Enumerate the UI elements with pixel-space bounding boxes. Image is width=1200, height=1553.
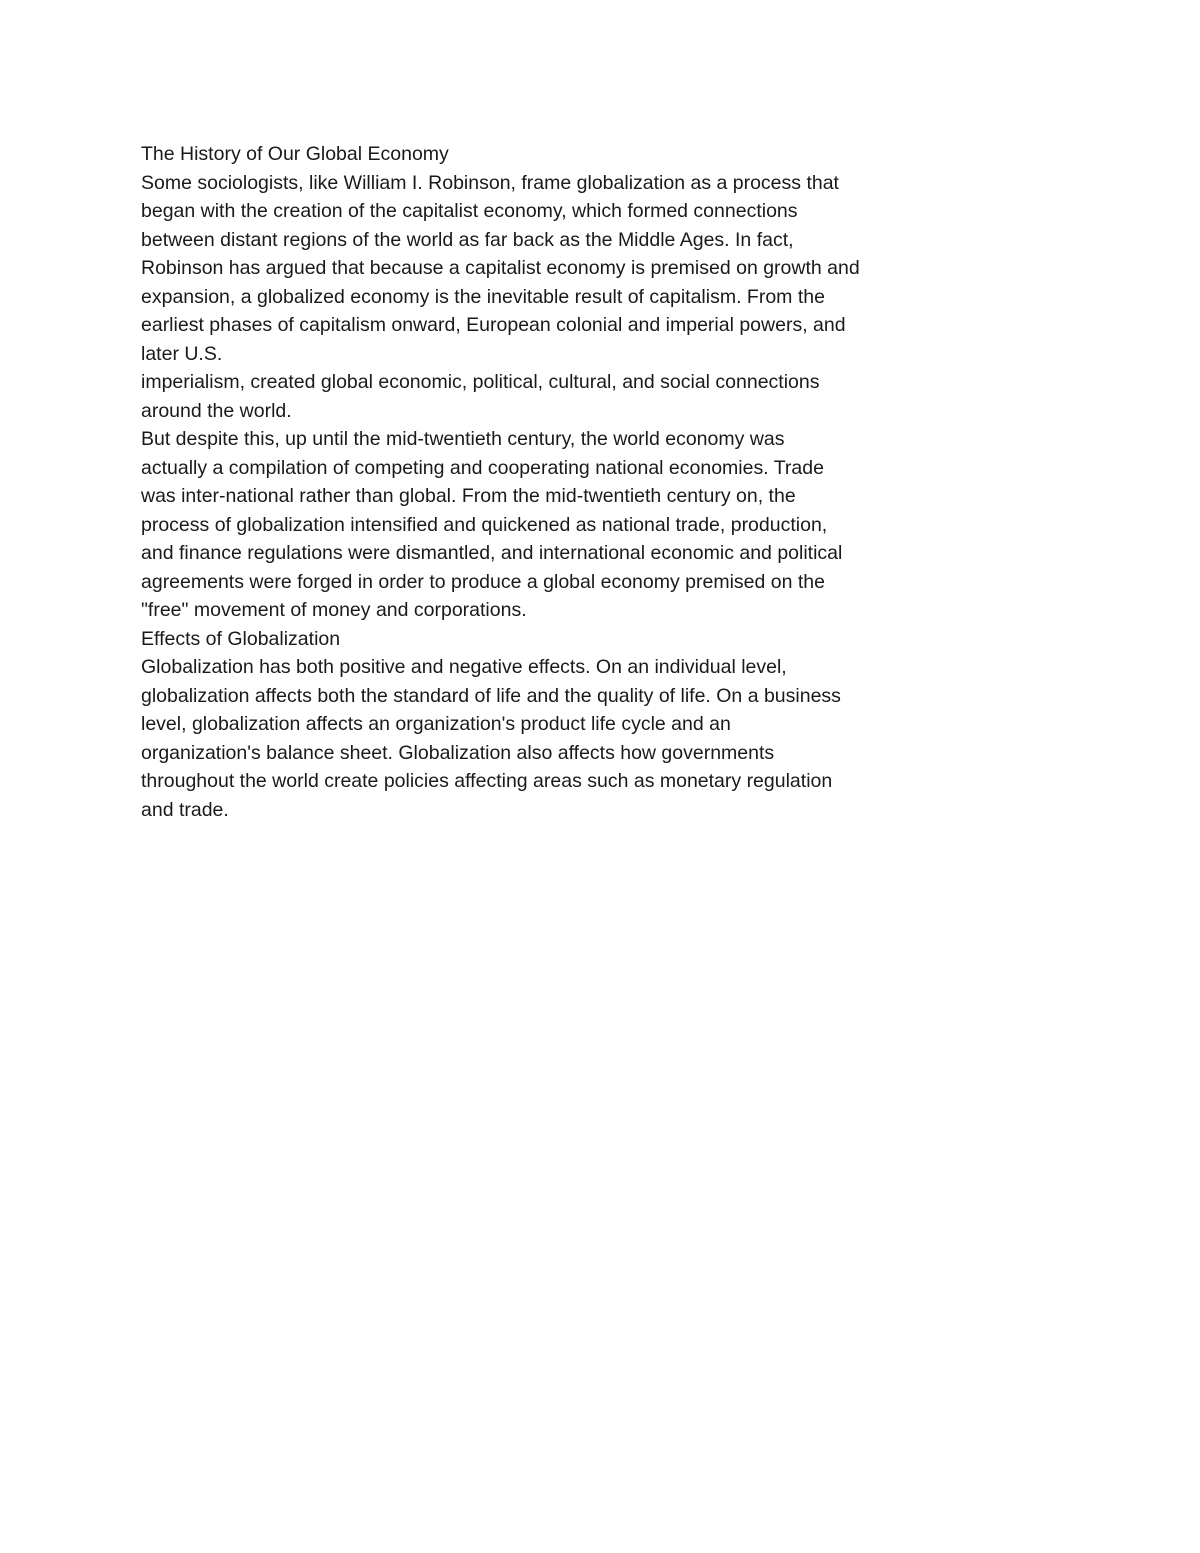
text-line: level, globalization affects an organization's product life cycle and an [141,713,731,735]
text-line: process of globalization intensified and quickened as national trade, production, [141,513,828,536]
text-line: organization's balance sheet. Globalization also affects how governments [141,741,775,764]
text-line: began with the creation of the capitalist economy, which formed connections [141,200,798,222]
heading-effects: Effects of Globalization [141,627,341,650]
text-line: between distant regions of the world as far back as the Middle Ages. In fact, [141,228,794,251]
text-line: Robinson has argued that because a capitalist economy is premised on growth and [141,257,860,279]
text-line: imperialism, created global economic, political, cultural, and social connections [141,371,820,393]
text-line: expansion, a globalized economy is the inevitable result of capitalism. From the [141,285,825,308]
text-line: was inter-national rather than global. From the mid-twentieth century on, the [141,485,796,507]
text-line: throughout the world create policies affecting areas such as monetary regulation [141,770,833,792]
text-line: Globalization has both positive and negative effects. On an individual level, [141,656,787,678]
text-line: But despite this, up until the mid-twentieth century, the world economy was [141,428,785,450]
text-line: earliest phases of capitalism onward, European colonial and imperial powers, and [141,314,846,336]
document-body [141,140,961,824]
text-line: "free" movement of money and corporations. [141,599,527,621]
text-line: actually a compilation of competing and cooperating national economies. Trade [141,456,824,479]
text-line: agreements were forged in order to produce a global economy premised on the [141,570,825,593]
text-line: globalization affects both the standard of life and the quality of life. On a business [141,684,841,707]
text-line: later U.S. [141,342,223,365]
text-line: and finance regulations were dismantled, and international economic and political [141,542,843,564]
heading-history: The History of Our Global Economy [141,143,449,165]
text-line: and trade. [141,798,229,821]
text-line: Some sociologists, like William I. Robinson, frame globalization as a process that [141,171,839,194]
text-line: around the world. [141,399,292,422]
